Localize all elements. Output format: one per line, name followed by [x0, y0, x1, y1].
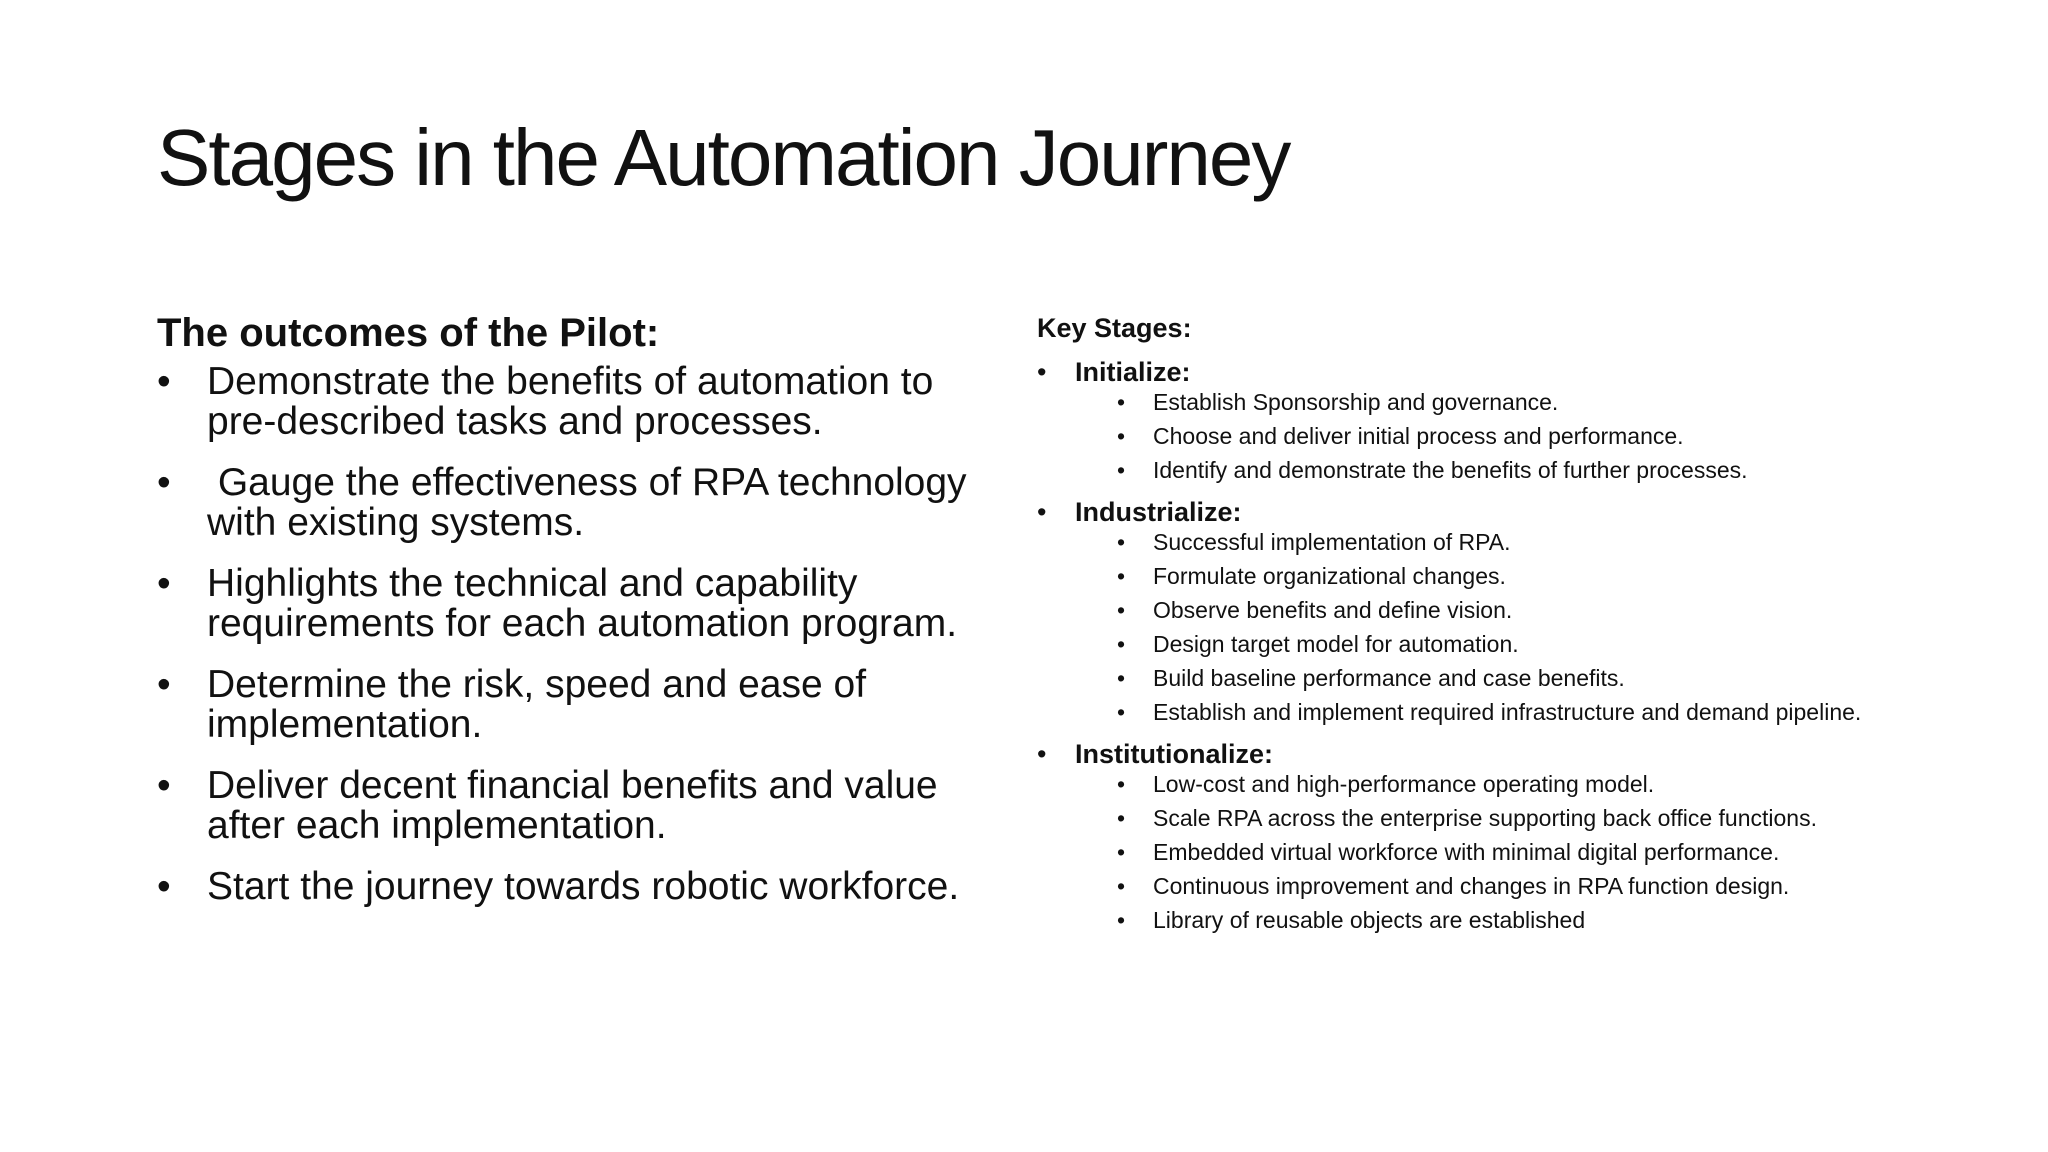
- bullet-icon: •: [1117, 423, 1126, 449]
- list-item-text: Gauge the effectiveness of RPA technology with existing systems.: [207, 461, 978, 544]
- list-item-text: Choose and deliver initial process and performance.: [1153, 423, 1684, 449]
- list-item-text: Design target model for automation.: [1153, 631, 1519, 657]
- list-item: [157, 463, 1007, 543]
- list-item: [1117, 806, 1997, 830]
- key-stages-heading: Key Stages:: [1037, 313, 1192, 343]
- list-item-text: Observe benefits and define vision.: [1153, 597, 1513, 623]
- bullet-icon: •: [1117, 457, 1126, 483]
- list-item: [1117, 908, 1997, 932]
- slide-title: Stages in the Automation Journey: [157, 113, 1290, 202]
- bullet-icon: •: [1117, 699, 1126, 725]
- list-item: [1117, 840, 1997, 864]
- list-item-text: Build baseline performance and case benefits.: [1153, 665, 1625, 691]
- stage-institutionalize: [1037, 736, 1997, 932]
- list-item-text: Successful implementation of RPA.: [1153, 529, 1511, 555]
- bullet-icon: •: [1037, 739, 1047, 769]
- list-item-text: Continuous improvement and changes in RPA function design.: [1153, 873, 1790, 899]
- list-item-text: Establish Sponsorship and governance.: [1153, 389, 1559, 415]
- stage-items-list: [1037, 772, 1997, 932]
- bullet-icon: •: [1117, 597, 1126, 623]
- bullet-icon: •: [1117, 563, 1126, 589]
- bullet-icon: •: [157, 562, 171, 605]
- bullet-icon: •: [157, 663, 171, 706]
- stage-title: [1037, 494, 1997, 530]
- bullet-icon: •: [157, 360, 171, 403]
- list-item: [157, 362, 1007, 442]
- list-item: [157, 867, 1007, 907]
- list-item-text: Determine the risk, speed and ease of implementation.: [207, 663, 867, 746]
- list-item: [1117, 530, 1997, 554]
- list-item: [157, 564, 1007, 644]
- list-item-text: Scale RPA across the enterprise supporting back office functions.: [1153, 805, 1817, 831]
- bullet-icon: •: [1117, 529, 1126, 555]
- list-item: [1117, 772, 1997, 796]
- bullet-icon: •: [1037, 497, 1047, 527]
- stage-industrialize: [1037, 494, 1997, 724]
- list-item-text: Establish and implement required infrastructure and demand pipeline.: [1153, 699, 1862, 725]
- bullet-icon: •: [1117, 665, 1126, 691]
- bullet-icon: •: [1117, 389, 1126, 415]
- bullet-icon: •: [157, 865, 171, 908]
- stage-title-text: Industrialize:: [1075, 497, 1242, 527]
- list-item: [1117, 666, 1997, 690]
- bullet-icon: •: [157, 764, 171, 807]
- bullet-icon: •: [1117, 839, 1126, 865]
- list-item: [1117, 458, 1997, 482]
- stage-title: [1037, 354, 1997, 390]
- pilot-outcomes-list: [157, 362, 1007, 907]
- list-item-text: Demonstrate the benefits of automation to pre-described tasks and processes.: [207, 360, 934, 443]
- list-item-text: Identify and demonstrate the benefits of further processes.: [1153, 457, 1748, 483]
- bullet-icon: •: [1117, 907, 1126, 933]
- stage-initialize: [1037, 354, 1997, 482]
- bullet-icon: •: [1037, 357, 1047, 387]
- list-item-text: Deliver decent financial benefits and value after each implementation.: [207, 764, 938, 847]
- list-item-text: Formulate organizational changes.: [1153, 563, 1506, 589]
- list-item: [157, 766, 1007, 846]
- pilot-outcomes-heading: The outcomes of the Pilot:: [157, 311, 660, 355]
- list-item-text: Highlights the technical and capability requirements for each automation program.: [207, 562, 958, 645]
- list-item: [1117, 700, 1997, 724]
- stage-title-text: Institutionalize:: [1075, 739, 1273, 769]
- bullet-icon: •: [1117, 873, 1126, 899]
- list-item-text: Start the journey towards robotic workforce.: [207, 865, 960, 908]
- list-item-text: Embedded virtual workforce with minimal digital performance.: [1153, 839, 1780, 865]
- list-item: [1117, 390, 1997, 414]
- list-item: [1117, 874, 1997, 898]
- list-item-text: Low-cost and high-performance operating model.: [1153, 771, 1655, 797]
- key-stages-section: [1037, 310, 1997, 944]
- stage-items-list: [1037, 390, 1997, 482]
- stage-title-text: Initialize:: [1075, 357, 1191, 387]
- bullet-icon: •: [1117, 771, 1126, 797]
- list-item-text: Library of reusable objects are established: [1153, 907, 1586, 933]
- bullet-icon: •: [1117, 631, 1126, 657]
- stage-items-list: [1037, 530, 1997, 724]
- list-item: [157, 665, 1007, 745]
- list-item: [1117, 424, 1997, 448]
- bullet-icon: •: [157, 461, 171, 504]
- list-item: [1117, 564, 1997, 588]
- pilot-outcomes-section: [157, 308, 1007, 928]
- bullet-icon: •: [1117, 805, 1126, 831]
- list-item: [1117, 598, 1997, 622]
- list-item: [1117, 632, 1997, 656]
- stage-title: [1037, 736, 1997, 772]
